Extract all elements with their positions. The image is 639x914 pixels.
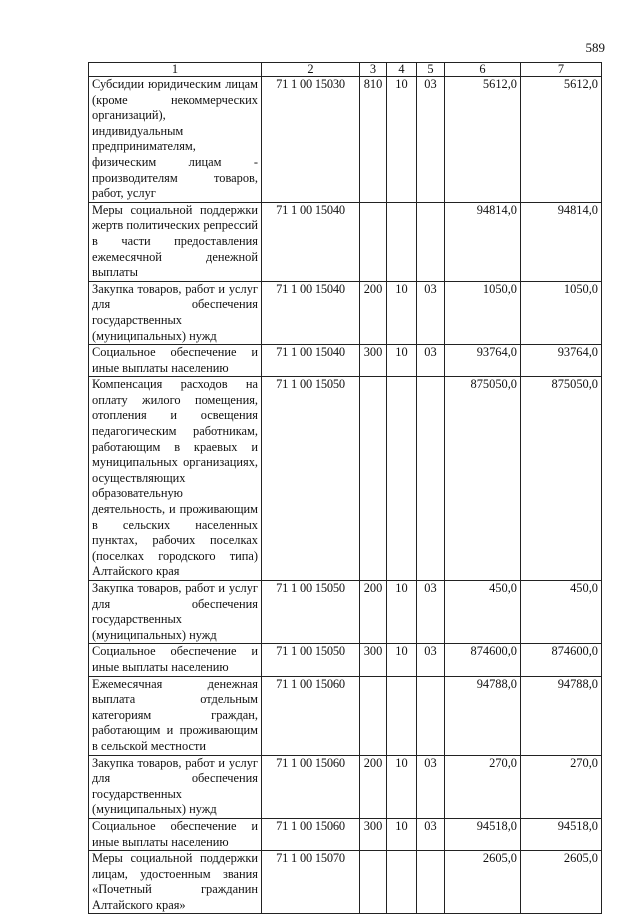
amount-total-cell: 94814,0: [521, 202, 602, 281]
expense-type-cell: 300: [360, 345, 387, 377]
amount-cell: 2605,0: [445, 851, 521, 914]
expense-type-cell: [360, 851, 387, 914]
expense-type-cell: 300: [360, 818, 387, 850]
expense-type-cell: 200: [360, 581, 387, 644]
amount-total-cell: 1050,0: [521, 281, 602, 344]
subsection-cell: 03: [417, 755, 445, 818]
target-code-cell: 71 1 00 15030: [262, 77, 360, 203]
subsection-cell: 03: [417, 581, 445, 644]
table-row: [89, 755, 602, 818]
amount-cell: 875050,0: [445, 377, 521, 581]
expense-type-cell: [360, 202, 387, 281]
column-header: 7: [521, 63, 602, 77]
section-cell: 10: [387, 581, 417, 644]
target-code-cell: 71 1 00 15060: [262, 818, 360, 850]
expense-type-cell: [360, 676, 387, 755]
table-row: [89, 77, 602, 203]
page-number: 589: [585, 40, 605, 55]
row-name-cell: Социальное обеспечение и иные выплаты населению: [89, 644, 262, 676]
target-code-cell: 71 1 00 15060: [262, 676, 360, 755]
subsection-cell: 03: [417, 281, 445, 344]
section-cell: 10: [387, 644, 417, 676]
expense-type-cell: 200: [360, 281, 387, 344]
table-row: [89, 818, 602, 850]
table-row: [89, 676, 602, 755]
target-code-cell: 71 1 00 15050: [262, 644, 360, 676]
subsection-cell: [417, 851, 445, 914]
expense-type-cell: [360, 377, 387, 581]
target-code-cell: 71 1 00 15050: [262, 377, 360, 581]
row-name-cell: Закупка товаров, работ и услуг для обеспечения государственных (муниципальных) нужд: [89, 755, 262, 818]
subsection-cell: 03: [417, 644, 445, 676]
target-code-cell: 71 1 00 15050: [262, 581, 360, 644]
section-cell: [387, 676, 417, 755]
section-cell: 10: [387, 755, 417, 818]
budget-table: [88, 62, 602, 914]
row-name-cell: Закупка товаров, работ и услуг для обеспечения государственных (муниципальных) нужд: [89, 581, 262, 644]
header-row: [89, 63, 602, 77]
subsection-cell: 03: [417, 345, 445, 377]
amount-cell: 5612,0: [445, 77, 521, 203]
row-name-cell: Компенсация расходов на оплату жилого помещения, отопления и освещения педагогическим работникам, работающим в краевых и муниципальных организациях, осуществляющих образовательную деятельность, и проживающим в сельских населенных пунктах, рабочих поселках (поселках городского типа) Алтайского края: [89, 377, 262, 581]
column-header: 3: [360, 63, 387, 77]
table-row: [89, 644, 602, 676]
table-row: [89, 281, 602, 344]
section-cell: [387, 851, 417, 914]
amount-cell: 93764,0: [445, 345, 521, 377]
row-name-cell: Субсидии юридическим лицам (кроме некоммерческих организаций), индивидуальным предпринимателям, физическим лицам - производителям товаров, работ, услуг: [89, 77, 262, 203]
section-cell: [387, 377, 417, 581]
subsection-cell: [417, 202, 445, 281]
amount-total-cell: 2605,0: [521, 851, 602, 914]
section-cell: [387, 202, 417, 281]
amount-total-cell: 874600,0: [521, 644, 602, 676]
target-code-cell: 71 1 00 15060: [262, 755, 360, 818]
section-cell: 10: [387, 818, 417, 850]
expense-type-cell: 810: [360, 77, 387, 203]
subsection-cell: 03: [417, 77, 445, 203]
row-name-cell: Социальное обеспечение и иные выплаты населению: [89, 818, 262, 850]
amount-total-cell: 94518,0: [521, 818, 602, 850]
amount-total-cell: 93764,0: [521, 345, 602, 377]
table-row: [89, 377, 602, 581]
table-row: [89, 202, 602, 281]
amount-total-cell: 270,0: [521, 755, 602, 818]
target-code-cell: 71 1 00 15040: [262, 202, 360, 281]
amount-cell: 270,0: [445, 755, 521, 818]
section-cell: 10: [387, 345, 417, 377]
target-code-cell: 71 1 00 15040: [262, 281, 360, 344]
column-header: 4: [387, 63, 417, 77]
amount-cell: 94518,0: [445, 818, 521, 850]
expense-type-cell: 300: [360, 644, 387, 676]
table-row: [89, 581, 602, 644]
amount-cell: 1050,0: [445, 281, 521, 344]
column-header: 2: [262, 63, 360, 77]
amount-total-cell: 5612,0: [521, 77, 602, 203]
subsection-cell: [417, 676, 445, 755]
row-name-cell: Меры социальной поддержки лицам, удостоенным звания «Почетный гражданин Алтайского края»: [89, 851, 262, 914]
subsection-cell: [417, 377, 445, 581]
row-name-cell: Меры социальной поддержки жертв политических репрессий в части предоставления ежемесячной денежной выплаты: [89, 202, 262, 281]
section-cell: 10: [387, 281, 417, 344]
expense-type-cell: 200: [360, 755, 387, 818]
amount-total-cell: 450,0: [521, 581, 602, 644]
amount-cell: 94788,0: [445, 676, 521, 755]
row-name-cell: Ежемесячная денежная выплата отдельным категориям граждан, работающим и проживающим в сельской местности: [89, 676, 262, 755]
row-name-cell: Закупка товаров, работ и услуг для обеспечения государственных (муниципальных) нужд: [89, 281, 262, 344]
column-header: 5: [417, 63, 445, 77]
target-code-cell: 71 1 00 15040: [262, 345, 360, 377]
amount-cell: 874600,0: [445, 644, 521, 676]
amount-total-cell: 875050,0: [521, 377, 602, 581]
row-name-cell: Социальное обеспечение и иные выплаты населению: [89, 345, 262, 377]
amount-total-cell: 94788,0: [521, 676, 602, 755]
amount-cell: 450,0: [445, 581, 521, 644]
column-header: 1: [89, 63, 262, 77]
subsection-cell: 03: [417, 818, 445, 850]
table-row: [89, 851, 602, 914]
section-cell: 10: [387, 77, 417, 203]
column-header: 6: [445, 63, 521, 77]
amount-cell: 94814,0: [445, 202, 521, 281]
target-code-cell: 71 1 00 15070: [262, 851, 360, 914]
table-row: [89, 345, 602, 377]
